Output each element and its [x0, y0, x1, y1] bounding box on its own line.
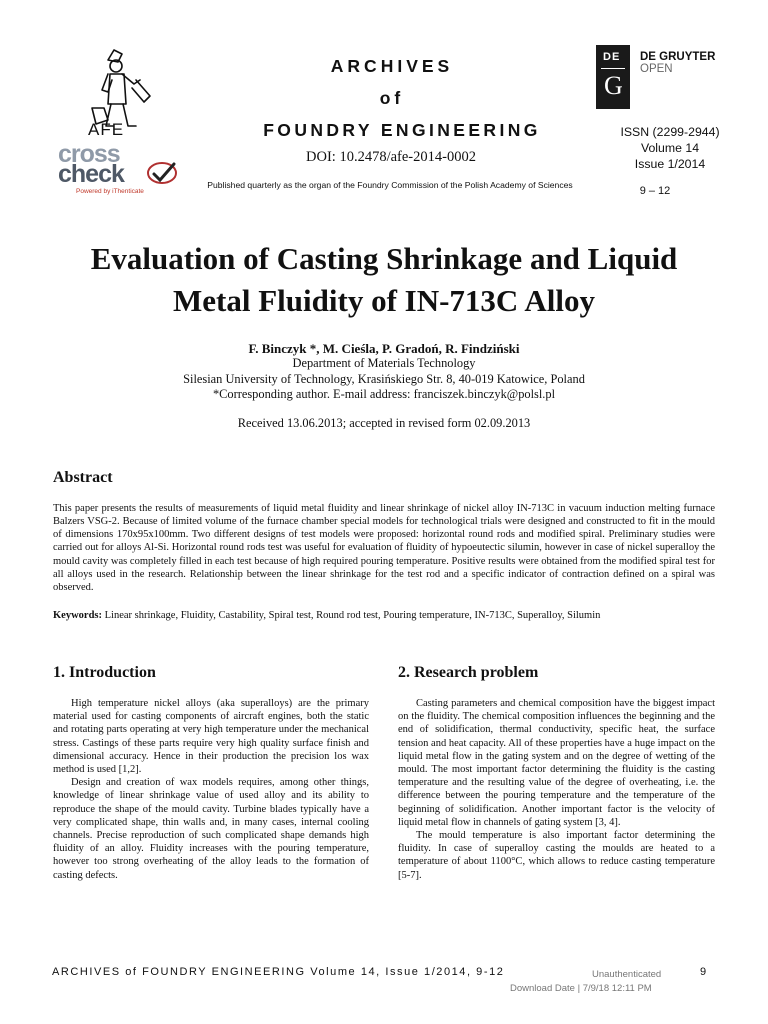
section-heading-introduction: 1. Introduction — [53, 664, 156, 681]
download-date: Download Date | 7/9/18 12:11 PM — [510, 983, 652, 994]
paragraph: The mould temperature is also important factor determining the fluidity. In case of superalloy casting the moulds are heated to a temperature of about 1100°C, which allows to reduce casting temperature [5-7]. — [398, 830, 715, 881]
paragraph: Casting parameters and chemical composition have the biggest impact on the fluidity. The chemical composition influences the beginning and the end of solidification, thermal conductivity, specific heat, the surface tension and heat capacity. All of these properties have a huge impact on the liquid metal flow in the gating system and on the degree of wetting of the mould. The most important factor determining the fluidity is the casting temperature and the resulting value of the degree of overheating, i.e. the difference between the pouring temperature and the temperature of the beginning of solidification. Another important factor is the velocity of liquid metal flow in channels of gating system [3, 4]. — [398, 698, 715, 828]
paragraph: Design and creation of wax models requires, among other things, knowledge of linear shrinkage value of used alloy and its ability to reproduce the shape of the mould cavity. Turbine blades typically have a very complicated shape, thin walls and, in many cases, internal cooling channels. Precise reproduction of such complicated shape demands high fluidity of an alloy. Fluidity increases with the pouring temperature, however too strong overheating of the alloy leads to the formation of casting defects. — [53, 777, 369, 881]
crosscheck-powered-text: Powered by iThenticate — [76, 188, 144, 195]
de-gruyter-box-top: DE — [603, 51, 621, 63]
de-gruyter-name — [640, 52, 715, 75]
doi: DOI: 10.2478/afe-2014-0002 — [306, 149, 476, 165]
de-gruyter-box-bottom: G — [604, 71, 623, 100]
section-heading-research-problem: 2. Research problem — [398, 664, 539, 681]
university: Silesian University of Technology, Krasińskiego Str. 8, 40-019 Katowice, Poland — [183, 371, 585, 386]
section-body-research-problem — [398, 697, 715, 882]
volume: Volume 14 — [640, 141, 700, 155]
journal-name-line2: of — [379, 88, 405, 108]
keywords-list: Linear shrinkage, Fluidity, Castability, Spiral test, Round rod test, Pouring temperature, IN-713C, Superalloy, Silumin — [104, 610, 601, 621]
page-number: 9 — [700, 966, 707, 978]
de-gruyter-name-line2: OPEN — [640, 62, 673, 75]
journal-name-line3: FOUNDRY ENGINEERING — [263, 120, 541, 140]
received-dates: Received 13.06.2013; accepted in revised form 02.09.2013 — [237, 416, 531, 430]
footer-journal: ARCHIVES of FOUNDRY ENGINEERING Volume 14, Issue 1/2014, 9-12 — [52, 966, 505, 978]
journal-name-line1: ARCHIVES — [330, 56, 454, 76]
keywords — [53, 609, 715, 622]
de-gruyter-name-line1: DE GRUYTER — [640, 51, 716, 63]
keywords-label: Keywords: — [53, 610, 102, 621]
issn-block — [600, 124, 740, 172]
issn: ISSN (2299-2944) — [620, 125, 720, 139]
page-range: 9 – 12 — [639, 185, 671, 197]
affiliation — [60, 356, 708, 403]
abstract-heading: Abstract — [53, 469, 113, 486]
de-gruyter-logo-box — [596, 45, 630, 109]
article-title — [40, 238, 728, 322]
department: Department of Materials Technology — [292, 356, 476, 370]
unauthenticated-note: Unauthenticated — [592, 969, 662, 980]
paragraph: High temperature nickel alloys (aka superalloys) are the primary material used for casting components of aircraft engines, both the static and rotating parts operating at very high temperature under the mechanical stress. Castings of these parts require very high quality surface finish and dimensional accuracy. Hence in their production the precision los wax method is used [1,2]. — [53, 698, 369, 776]
abstract-text: This paper presents the results of measurements of liquid metal fluidity and linear shrinkage of nickel alloy IN-713C in vacuum induction melting furnace Balzers VSG-2. Because of limited volume of the furnace chamber special models for technological trials were designed and constructed to fit in the mould of dimensions 170x95x100mm. Two different designs of test models were proposed: horizontal round rods and modified spiral. Preliminary studies were carried out for alloys Al-Si. Horizontal round rods test was useful for evaluation of fluidity of hypoeutectic silumin, however in case of nickel superalloy the mould cavity was completely filled in each test because of high required pouring temperature. Positive results were obtained from the modified spiral test for all alloys used in the research. Relationship between the linear shrinkage for the test rod and a specific indicator of contraction defined on a spiral was observed. — [53, 503, 715, 593]
de-gruyter-box-rule — [601, 68, 625, 69]
section-body-introduction — [53, 697, 369, 882]
published-note: Published quarterly as the organ of the Foundry Commission of the Polish Academy of Sciences — [207, 180, 573, 190]
authors: F. Binczyk *, M. Cieśla, P. Gradoń, R. Findziński — [248, 341, 520, 356]
article-title-line2: Metal Fluidity of IN-713C Alloy — [173, 283, 595, 318]
afe-logo — [78, 46, 164, 142]
corresponding-author: *Corresponding author. E-mail address: franciszek.binczyk@polsl.pl — [212, 387, 556, 401]
afe-logo-text: AFE — [88, 120, 125, 139]
crosscheck-cross-text: cross — [58, 140, 120, 168]
crosscheck-check-text: check — [58, 160, 124, 188]
article-title-line1: Evaluation of Casting Shrinkage and Liquid — [90, 241, 678, 276]
issue: Issue 1/2014 — [634, 157, 706, 171]
